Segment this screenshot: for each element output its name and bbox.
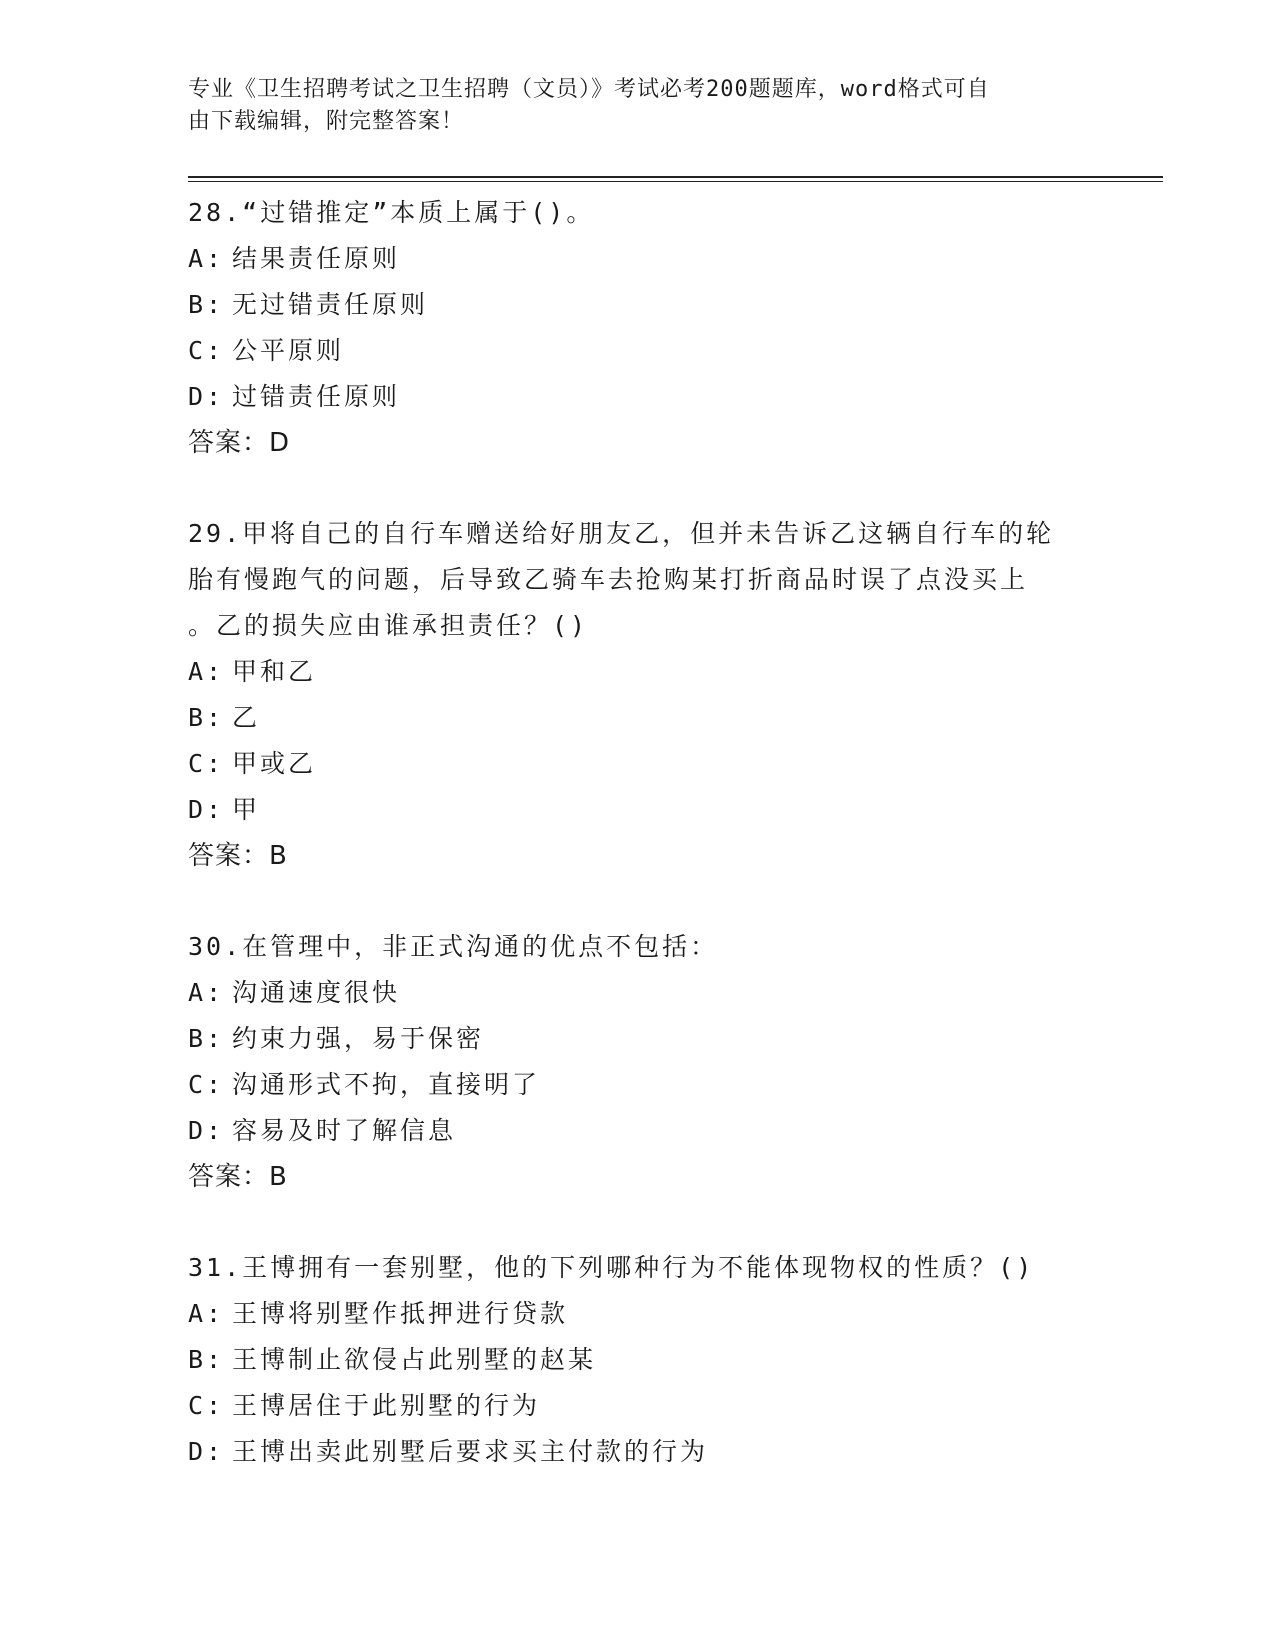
option-key: B: xyxy=(188,1345,225,1374)
answer-line: 答案：B xyxy=(188,841,288,871)
option-d xyxy=(188,374,1088,420)
option-text: 过错责任原则 xyxy=(232,382,401,411)
option-text: 公平原则 xyxy=(232,336,345,365)
option-text: 无过错责任原则 xyxy=(232,290,429,319)
option-c xyxy=(188,1383,1088,1429)
question-28 xyxy=(188,190,1088,466)
option-key: A: xyxy=(188,978,225,1007)
option-key: C: xyxy=(188,1391,225,1420)
option-key: B: xyxy=(188,290,225,319)
option-text: 容易及时了解信息 xyxy=(232,1116,457,1145)
option-text: 沟通形式不拘，直接明了 xyxy=(232,1070,541,1099)
option-text: 甲 xyxy=(232,795,261,824)
option-key: C: xyxy=(188,749,225,778)
option-text: 甲和乙 xyxy=(232,657,317,686)
option-key: A: xyxy=(188,1299,225,1328)
option-key: D: xyxy=(188,1437,225,1466)
option-c xyxy=(188,741,1088,787)
question-text-line-1: 29.甲将自己的自行车赠送给好朋友乙，但并未告诉乙这辆自行车的轮 xyxy=(188,519,1055,548)
question-text: 30.在管理中，非正式沟通的优点不包括： xyxy=(188,932,719,961)
option-b xyxy=(188,282,1088,328)
option-a xyxy=(188,970,1088,1016)
option-key: D: xyxy=(188,382,225,411)
question-text-line-2: 胎有慢跑气的问题，后导致乙骑车去抢购某打折商品时误了点没买上 xyxy=(188,565,1029,594)
option-text: 结果责任原则 xyxy=(232,244,401,273)
option-text: 沟通速度很快 xyxy=(232,978,401,1007)
header-divider-thin xyxy=(188,181,1163,182)
option-key: B: xyxy=(188,703,225,732)
question-text: 28.“过错推定”本质上属于()。 xyxy=(188,198,595,227)
option-a xyxy=(188,1291,1088,1337)
option-key: B: xyxy=(188,1024,225,1053)
option-text: 约束力强，易于保密 xyxy=(232,1024,485,1053)
option-text: 甲或乙 xyxy=(232,749,317,778)
header-divider-thick xyxy=(188,176,1163,178)
option-key: A: xyxy=(188,657,225,686)
question-text-line-3: 。乙的损失应由谁承担责任？() xyxy=(188,611,589,640)
question-30 xyxy=(188,924,1088,1200)
option-b xyxy=(188,1337,1088,1383)
option-text: 王博居住于此别墅的行为 xyxy=(232,1391,541,1420)
option-text: 王博将别墅作抵押进行贷款 xyxy=(232,1299,569,1328)
option-key: A: xyxy=(188,244,225,273)
question-31 xyxy=(188,1245,1088,1475)
question-text: 31.王博拥有一套别墅，他的下列哪种行为不能体现物权的性质？() xyxy=(188,1253,1035,1282)
option-key: C: xyxy=(188,336,225,365)
header-line-2: 由下载编辑，附完整答案！ xyxy=(188,109,465,134)
option-b xyxy=(188,1016,1088,1062)
option-text: 王博制止欲侵占此别墅的赵某 xyxy=(232,1345,597,1374)
option-a xyxy=(188,236,1088,282)
option-d xyxy=(188,1108,1088,1154)
document-header xyxy=(188,74,1068,138)
option-a xyxy=(188,649,1088,695)
option-d xyxy=(188,787,1088,833)
question-list xyxy=(188,190,1088,1520)
option-d xyxy=(188,1429,1088,1475)
option-c xyxy=(188,328,1088,374)
header-line-1: 专业《卫生招聘考试之卫生招聘（文员）》考试必考200题题库，word格式可自 xyxy=(188,77,990,102)
option-text: 王博出卖此别墅后要求买主付款的行为 xyxy=(232,1437,709,1466)
option-c xyxy=(188,1062,1088,1108)
option-b xyxy=(188,695,1088,741)
option-key: D: xyxy=(188,795,225,824)
option-key: C: xyxy=(188,1070,225,1099)
answer-line: 答案：B xyxy=(188,1162,288,1192)
question-29 xyxy=(188,511,1088,879)
option-key: D: xyxy=(188,1116,225,1145)
option-text: 乙 xyxy=(232,703,261,732)
answer-line: 答案：D xyxy=(188,428,291,458)
